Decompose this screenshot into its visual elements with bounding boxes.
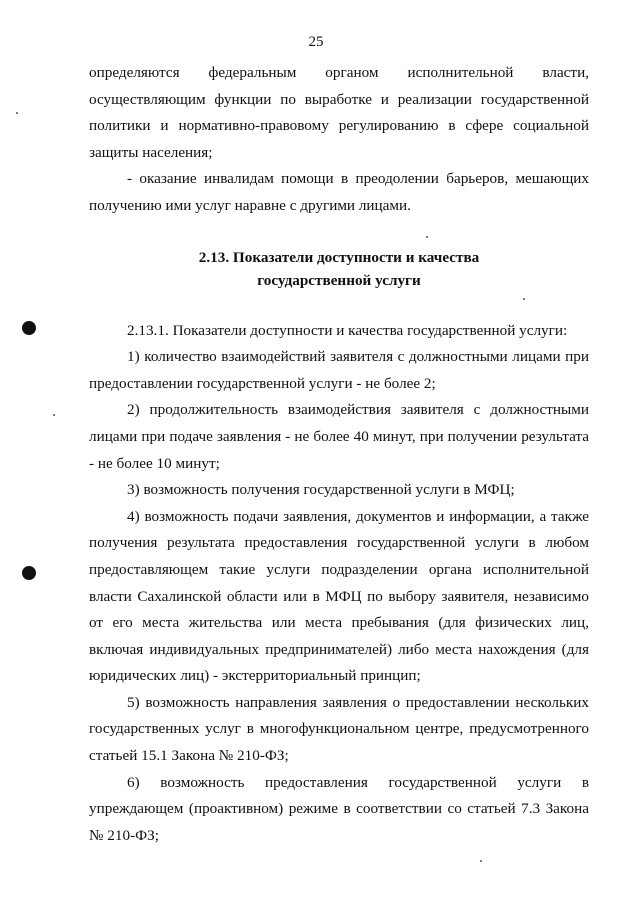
page-number: 25 xyxy=(308,34,324,50)
list-item: 6) возможность предоставления государственной услуги в упреждающем (проактивном) режиме в соответствии со статьей 7.3 Закона № 210-ФЗ; xyxy=(89,773,589,844)
paragraph: - оказание инвалидам помощи в преодолении барьеров, мешающих получению ими услуг наравне с другими лицами. xyxy=(89,170,589,214)
paragraph: определяются федеральным органом исполнительной власти, осуществляющим функции по выработке и реализации государственной политики и нормативно-правовому регулированию в сфере социальной защиты населения; xyxy=(89,64,589,161)
list-item: 2) продолжительность взаимодействия заявителя с должностными лицами при подаче заявления - не более 40 минут, при получении результата - не более 10 минут; xyxy=(89,401,589,472)
document-body xyxy=(89,60,589,849)
scan-speck xyxy=(16,112,18,114)
list-item: 1) количество взаимодействий заявителя с должностными лицами при предоставлении государственной услуги - не более 2; xyxy=(89,348,589,392)
paragraph: 2.13.1. Показатели доступности и качества государственной услуги: xyxy=(127,321,568,339)
list-item: 4) возможность подачи заявления, документов и информации, а также получения результата предоставления государственной услуги в любом предоставляющем такие услуги подразделении органа исполнительной власти Сахалинской области или в МФЦ по выбору заявителя, независимо от его места жительства или места пребывания (для физических лиц, включая индивидуальных предпринимателей) либо места нахождения (для юридических лиц) - экстерриториальный принцип; xyxy=(89,507,589,685)
binder-hole-bottom xyxy=(22,566,36,580)
scan-speck xyxy=(480,860,482,862)
list-item: 5) возможность направления заявления о предоставлении нескольких государственных услуг в многофункциональном центре, предусмотренного статьей 15.1 Закона № 210-ФЗ; xyxy=(89,693,589,765)
section-heading xyxy=(89,246,589,292)
scan-speck xyxy=(53,414,55,416)
section-heading-line: государственной услуги xyxy=(257,271,421,289)
list-item: 3) возможность получения государственной услуги в МФЦ; xyxy=(127,481,515,499)
section-heading-line: 2.13. Показатели доступности и качества xyxy=(198,248,480,266)
binder-hole-top xyxy=(22,321,36,335)
